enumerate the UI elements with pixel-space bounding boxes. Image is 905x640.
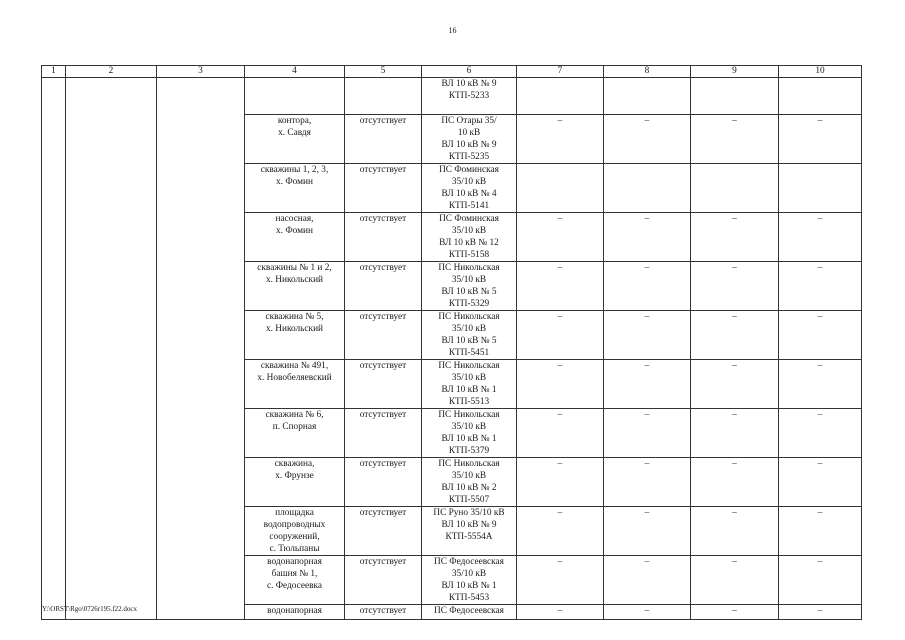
facility-line: х. Фомин [276,226,313,236]
substation-cell [422,360,517,409]
facility-line: х. Никольский [265,324,324,334]
substation-cell [422,164,517,213]
footer-file-path: Y:\ORST\Rgo\0726r195.f22.docx [42,605,138,613]
header-row [42,66,862,78]
facility-cell [245,507,345,556]
status-cell: отсутствует [345,213,422,262]
col10-cell: – [779,556,862,605]
column-header-9: 9 [691,66,779,78]
col9-cell: – [691,605,779,620]
column-header-5: 5 [345,66,422,78]
col7-cell: – [517,360,604,409]
substation-line: 35/10 кВ [451,177,487,187]
col8-cell: – [604,360,691,409]
facility-line: х. Фомин [276,177,313,187]
col10-cell: – [779,311,862,360]
facility-line: скважины № 1 и 2, [257,263,332,273]
column-header-7: 7 [517,66,604,78]
facility-line: водопроводных [263,520,326,530]
facility-cell [245,78,345,115]
col7-cell: – [517,262,604,311]
status-cell: отсутствует [345,311,422,360]
status-cell [345,78,422,115]
substation-line: КТП-5513 [448,397,490,407]
col9-cell: – [691,262,779,311]
substation-cell [422,78,517,115]
col9-cell: – [691,507,779,556]
facility-line: с. Тюльпаны [269,544,320,554]
col10-cell: – [779,360,862,409]
status-cell: отсутствует [345,507,422,556]
substation-line: ВЛ 10 кВ № 5 [441,336,497,346]
substation-line: КТП-5141 [448,201,490,211]
column-header-8: 8 [604,66,691,78]
col10-cell: – [779,605,862,620]
substation-line: ПС Отары 35/ [441,116,497,126]
col7-cell: – [517,213,604,262]
col10-cell [779,78,862,115]
facility-cell [245,556,345,605]
col10-cell [779,164,862,213]
col10-cell: – [779,409,862,458]
facility-cell [245,115,345,164]
col8-cell: – [604,262,691,311]
facility-cell [245,213,345,262]
facility-cell [245,262,345,311]
col7-cell: – [517,409,604,458]
col10-cell: – [779,507,862,556]
substation-line: 35/10 кВ [451,324,487,334]
substation-line: ВЛ 10 кВ № 9 [441,520,497,530]
substation-cell [422,311,517,360]
status-cell: отсутствует [345,409,422,458]
substation-line: ПС Руно 35/10 кВ [433,508,505,518]
facility-line: скважина № 5, [265,312,324,322]
substation-line: КТП-5451 [448,348,490,358]
facility-line: водонапорная [267,557,322,567]
substation-line: ВЛ 10 кВ № 5 [441,287,497,297]
status-cell: отсутствует [345,164,422,213]
col7-cell: – [517,311,604,360]
facility-line: х. Новобеляевский [257,373,332,383]
status-cell: отсутствует [345,605,422,620]
substation-line: ПС Федосеевская [434,557,504,567]
substation-line: КТП-5233 [448,91,490,101]
col10-cell: – [779,213,862,262]
facility-line: скважина № 491, [260,361,329,371]
facility-line: насосная, [275,214,314,224]
substation-line: ВЛ 10 кВ № 2 [441,483,497,493]
substation-line: ПС Фоминская [439,165,499,175]
col8-cell: – [604,115,691,164]
substation-cell [422,213,517,262]
col7-cell: – [517,605,604,620]
column-header-1: 1 [42,66,66,78]
facility-cell [245,409,345,458]
col1-spanning-cell [42,78,66,620]
col10-cell: – [779,115,862,164]
facility-line: площадка [275,508,314,518]
col9-cell [691,78,779,115]
col7-cell [517,78,604,115]
status-cell: отсутствует [345,115,422,164]
substation-line: 35/10 кВ [451,226,487,236]
col8-cell: – [604,507,691,556]
col7-cell: – [517,507,604,556]
column-header-4: 4 [245,66,345,78]
substation-line: ПС Фоминская [439,214,499,224]
substation-line: КТП-5235 [448,152,490,162]
facility-line: п. Спорная [272,422,317,432]
substation-line: КТП-5158 [448,250,490,260]
col7-cell [517,164,604,213]
substation-line: 10 кВ [457,128,481,138]
col8-cell: – [604,605,691,620]
facility-line: сооружений, [269,532,320,542]
col9-cell: – [691,311,779,360]
substation-line: ПС Никольская [438,361,500,371]
substation-cell [422,409,517,458]
substation-line: 35/10 кВ [451,275,487,285]
col8-cell [604,78,691,115]
substation-line: 35/10 кВ [451,422,487,432]
substation-line: ВЛ 10 кВ № 1 [441,581,497,591]
facility-line: башня № 1, [271,569,318,579]
col7-cell: – [517,458,604,507]
col10-cell: – [779,458,862,507]
substation-line: КТП-5453 [448,593,490,603]
substation-line: КТП-5329 [448,299,490,309]
column-header-3: 3 [157,66,245,78]
substation-line: ПС Никольская [438,410,500,420]
status-cell: отсутствует [345,360,422,409]
substation-line: ВЛ 10 кВ № 1 [441,385,497,395]
col7-cell: – [517,115,604,164]
facility-line: х. Никольский [265,275,324,285]
col8-cell: – [604,311,691,360]
substation-line: КТП-5554А [445,532,493,542]
facility-line: контора, [277,116,312,126]
substation-line: ВЛ 10 кВ № 4 [441,189,497,199]
col9-cell [691,164,779,213]
facility-cell [245,164,345,213]
col9-cell: – [691,213,779,262]
col8-cell: – [604,458,691,507]
substation-line: ВЛ 10 кВ № 12 [439,238,499,248]
substation-line: ВЛ 10 кВ № 1 [441,434,497,444]
facility-line: х. Савдя [278,128,311,138]
col8-cell: – [604,409,691,458]
infrastructure-table [41,65,862,620]
col9-cell: – [691,409,779,458]
substation-line: 35/10 кВ [451,569,487,579]
substation-line: ПС Никольская [438,312,500,322]
facility-cell: водонапорная [245,605,345,620]
column-header-2: 2 [66,66,157,78]
col7-cell: – [517,556,604,605]
col8-cell: – [604,556,691,605]
substation-cell [422,556,517,605]
substation-cell [422,262,517,311]
col9-cell: – [691,360,779,409]
col10-cell: – [779,262,862,311]
col9-cell: – [691,115,779,164]
facility-cell [245,360,345,409]
substation-line: 35/10 кВ [451,373,487,383]
status-cell: отсутствует [345,458,422,507]
col9-cell: – [691,556,779,605]
page-number: 16 [448,26,457,35]
facility-line: х. Фрунзе [275,471,314,481]
facility-cell [245,458,345,507]
table-row-continuation [42,78,862,115]
col8-cell [604,164,691,213]
status-cell: отсутствует [345,556,422,605]
facility-line: скважина № 6, [265,410,324,420]
facility-line: скважины 1, 2, 3, [260,165,329,175]
substation-cell [422,458,517,507]
col8-cell: – [604,213,691,262]
substation-line: 35/10 кВ [451,471,487,481]
status-cell: отсутствует [345,262,422,311]
column-header-10: 10 [779,66,862,78]
column-header-6: 6 [422,66,517,78]
col3-spanning-cell [157,78,245,620]
substation-line: ВЛ 10 кВ № 9 [441,140,497,150]
substation-line: ПС Никольская [438,459,500,469]
substation-line: КТП-5379 [448,446,490,456]
facility-line: с. Федосеевка [266,581,323,591]
substation-line: ПС Никольская [438,263,500,273]
substation-line: КТП-5507 [448,495,490,505]
substation-cell [422,507,517,556]
col2-spanning-cell [66,78,157,620]
substation-cell: ПС Федосеевская [422,605,517,620]
facility-cell [245,311,345,360]
substation-line: ВЛ 10 кВ № 9 [441,79,497,89]
col9-cell: – [691,458,779,507]
substation-cell [422,115,517,164]
facility-line: скважина, [274,459,315,469]
